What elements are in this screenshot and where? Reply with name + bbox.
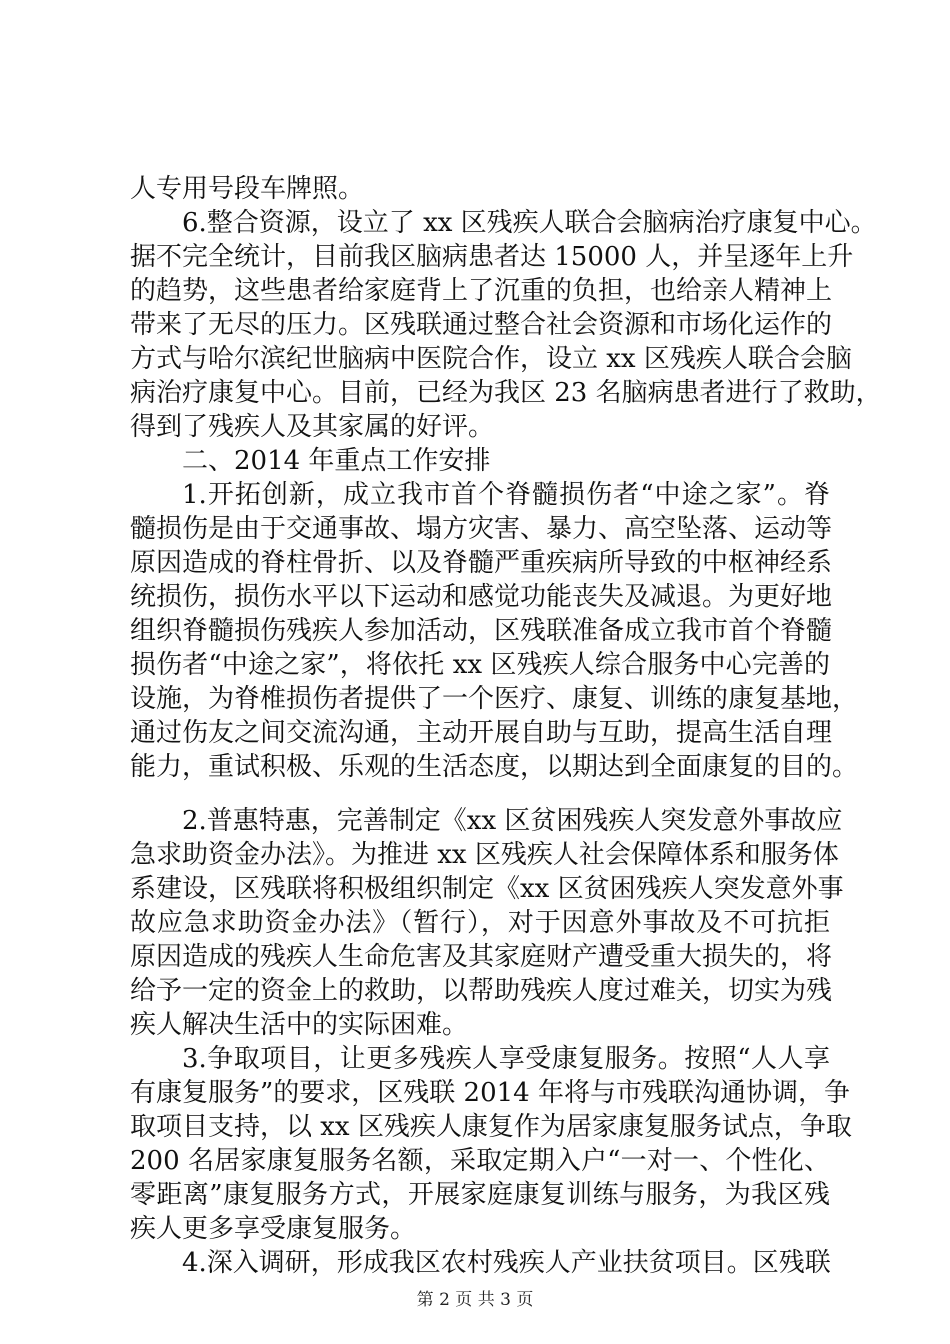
text-line: 200 名居家康复服务名额，采取定期入户“一对一、个性化、 — [130, 1146, 830, 1176]
text-line: 给予一定的资金上的救助，以帮助残疾人度过难关，切实为残 — [130, 976, 833, 1006]
text-line: 通过伤友之间交流沟通，主动开展自助与互助，提高生活自理 — [130, 718, 833, 748]
text-line: 零距离”康复服务方式，开展家庭康复训练与服务，为我区残 — [130, 1180, 830, 1210]
text-line: 系建设，区残联将积极组织制定《xx 区贫困残疾人突发意外事 — [130, 874, 844, 904]
text-line: 急求助资金办法》。为推进 xx 区残疾人社会保障体系和服务体 — [130, 840, 839, 870]
text-line: 有康复服务”的要求，区残联 2014 年将与市残联沟通协调，争 — [130, 1078, 850, 1108]
text-line: 疾人更多享受康复服务。 — [130, 1214, 417, 1244]
text-line: 方式与哈尔滨纪世脑病中医院合作，设立 xx 区残疾人联合会脑 — [130, 344, 852, 374]
page-number-footer: 第 2 页 共 3 页 — [416, 1290, 534, 1310]
text-line: 故应急求助资金办法》（暂行），对于因意外事故及不可抗拒 — [130, 908, 830, 938]
text-line: 病治疗康复中心。目前，已经为我区 23 名脑病患者进行了救助， — [130, 378, 882, 408]
paragraph-3-heading: 3.争取项目，让更多残疾人享受康复服务。按照“人人享 — [182, 1044, 830, 1074]
text-line: 组织脊髓损伤残疾人参加活动，区残联准备成立我市首个脊髓 — [130, 616, 833, 646]
text-line: 得到了残疾人及其家属的好评。 — [130, 412, 495, 442]
text-line: 原因造成的脊柱骨折、以及脊髓严重疾病所导致的中枢神经系 — [130, 548, 833, 578]
text-line: 损伤者“中途之家”，将依托 xx 区残疾人综合服务中心完善的 — [130, 650, 830, 680]
section-heading: 二、2014 年重点工作安排 — [182, 446, 491, 476]
text-line: 疾人解决生活中的实际困难。 — [130, 1010, 469, 1040]
text-line: 设施，为脊椎损伤者提供了一个医疗、康复、训练的康复基地， — [130, 684, 859, 714]
text-line: 髓损伤是由于交通事故、塌方灾害、暴力、高空坠落、运动等 — [130, 514, 833, 544]
text-line: 能力，重试积极、乐观的生活态度，以期达到全面康复的目的。 — [130, 752, 859, 782]
text-line: 据不完全统计，目前我区脑病患者达 15000 人，并呈逐年上升 — [130, 242, 854, 272]
paragraph-6-heading: 6.整合资源，设立了 xx 区残疾人联合会脑病治疗康复中心。 — [182, 208, 877, 238]
text-line: 取项目支持，以 xx 区残疾人康复作为居家康复服务试点，争取 — [130, 1112, 852, 1142]
paragraph-1-heading: 1.开拓创新，成立我市首个脊髓损伤者“中途之家”。脊 — [182, 480, 830, 510]
paragraph-4-heading: 4.深入调研，形成我区农村残疾人产业扶贫项目。区残联 — [182, 1248, 831, 1278]
text-line: 的趋势，这些患者给家庭背上了沉重的负担，也给亲人精神上 — [130, 276, 833, 306]
paragraph-2-heading: 2.普惠特惠，完善制定《xx 区贫困残疾人突发意外事故应 — [182, 806, 843, 836]
text-line: 人专用号段车牌照。 — [130, 174, 365, 204]
text-line: 原因造成的残疾人生命危害及其家庭财产遭受重大损失的，将 — [130, 942, 833, 972]
text-line: 统损伤，损伤水平以下运动和感觉功能丧失及减退。为更好地 — [130, 582, 833, 612]
text-line: 带来了无尽的压力。区残联通过整合社会资源和市场化运作的 — [130, 310, 833, 340]
